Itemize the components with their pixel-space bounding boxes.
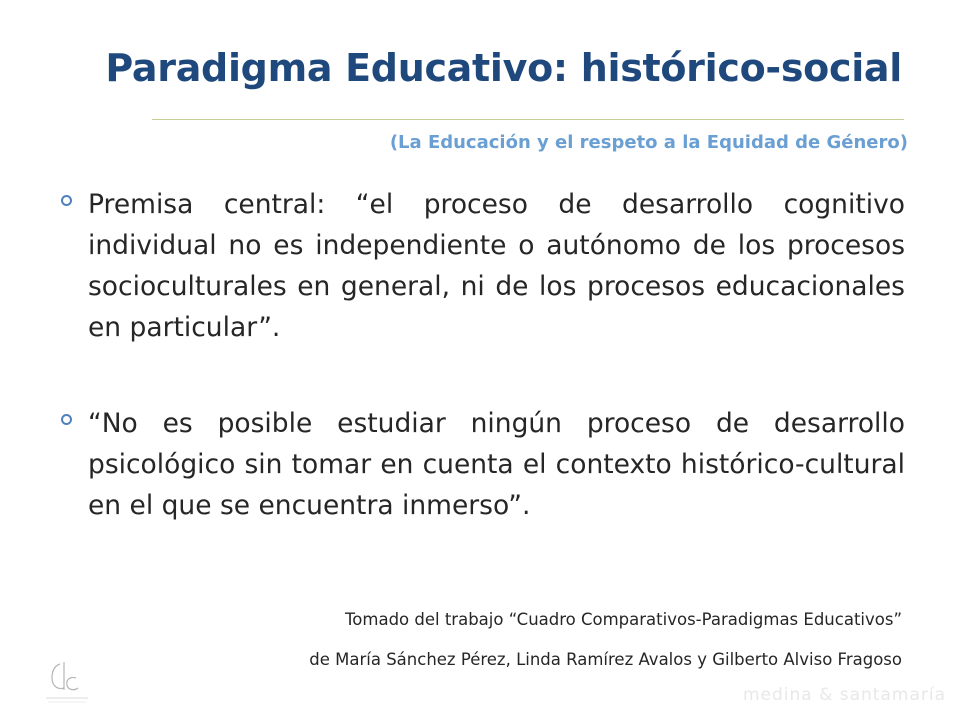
title-divider <box>152 119 904 120</box>
bullet-circle-icon <box>61 414 72 425</box>
logo-icon <box>40 656 94 712</box>
bullet-item-premise <box>60 184 905 348</box>
bullet-text: “No es posible estudiar ningún proceso de desarrollo psicológico sin tomar en cuenta el contexto histórico-cultural en el que se encuentra inmerso”. <box>88 408 905 521</box>
source-citation-line-1: Tomado del trabajo “Cuadro Comparativos-Paradigmas Educativos” <box>345 610 902 629</box>
bullet-circle-icon <box>61 195 72 206</box>
brand-watermark: medina & santamaría <box>742 685 946 705</box>
bullet-text: Premisa central: “el proceso de desarrollo cognitivo individual no es independiente o autónomo de los procesos socioculturales en general, ni de los procesos educacionales en particular”. <box>88 189 905 343</box>
source-citation-line-2: de María Sánchez Pérez, Linda Ramírez Avalos y Gilberto Alviso Fragoso <box>309 650 902 669</box>
bullet-item-quote <box>60 403 905 526</box>
bullet-list <box>60 184 905 581</box>
slide-title: Paradigma Educativo: histórico-social <box>105 46 902 90</box>
slide-subtitle: (La Educación y el respeto a la Equidad de Género) <box>389 132 908 153</box>
